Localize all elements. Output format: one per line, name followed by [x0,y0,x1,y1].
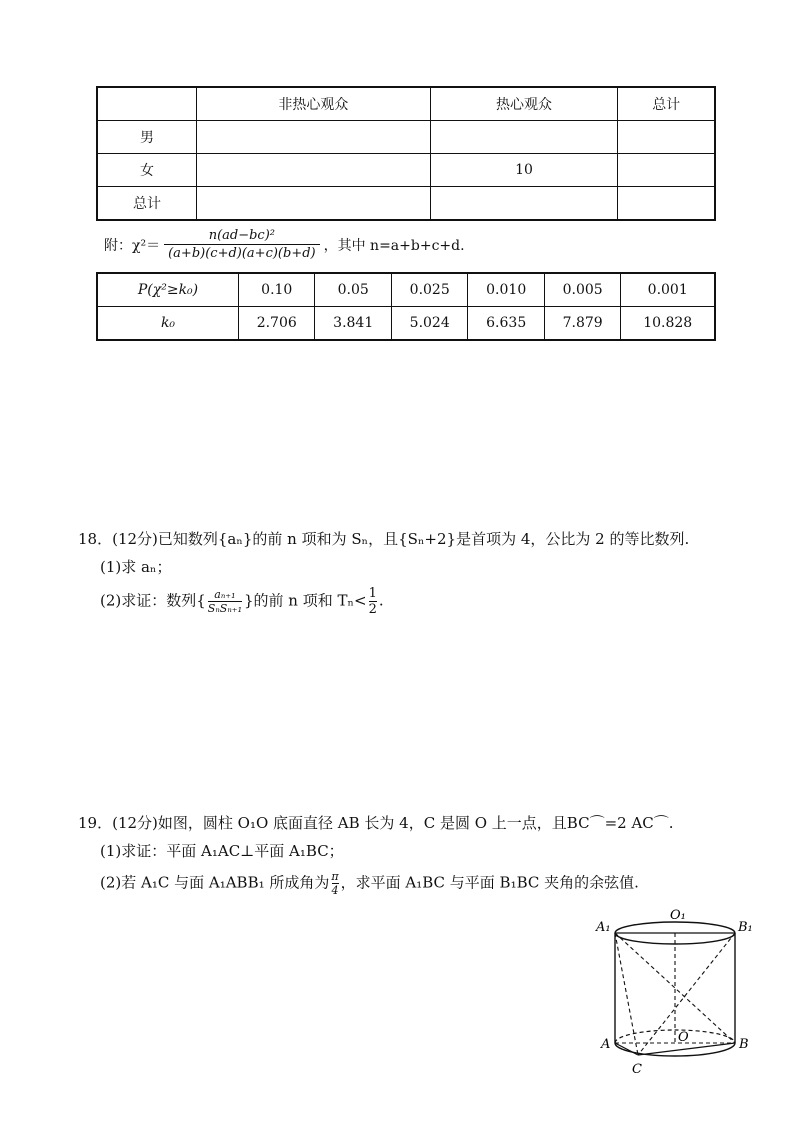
q18-frac-denominator: SₙSₙ₊₁ [207,602,242,615]
table-cell: 0.025 [391,273,467,307]
table-cell: 3.841 [315,307,391,341]
q19-angle-denominator: 4 [331,884,339,897]
q18-half-numerator: 1 [368,586,377,601]
table-cell [618,121,715,154]
table-cell: 0.010 [468,273,544,307]
table-cell [430,121,618,154]
q18-part2 [100,586,384,617]
q18-part2-end: . [378,591,384,610]
label-o: O [678,1030,689,1045]
table-cell: 0.05 [315,273,391,307]
contingency-table [96,86,716,221]
table-row [97,121,715,154]
label-c: C [632,1062,642,1077]
q18-stem: 18．(12分)已知数列{aₙ}的前 n 项和为 Sₙ，且{Sₙ+2}是首项为 4，公比为 2 的等比数列. [78,530,690,548]
table-cell: 10.828 [621,307,715,341]
table-row [97,187,715,221]
table-row [97,273,715,307]
formula-suffix: ，其中 n=a+b+c+d. [323,237,465,254]
table-cell: k₀ [97,307,239,341]
table-row [97,154,715,187]
q19-part2-suffix: ，求平面 A₁BC 与平面 B₁BC 夹角的余弦值. [340,873,639,892]
table-cell: 总计 [97,187,197,221]
table-cell [197,187,431,221]
q19-part2 [100,870,639,897]
table-header-row [97,87,715,121]
q18-part2-mid: }的前 n 项和 Tₙ< [244,591,367,610]
segment-a1c [615,933,638,1055]
table-header: 非热心观众 [197,87,431,121]
chi-square-formula [104,228,465,261]
table-cell: 2.706 [239,307,315,341]
formula-fraction [164,228,320,261]
table-cell [430,187,618,221]
table-cell: 0.001 [621,273,715,307]
table-header: 总计 [618,87,715,121]
formula-denominator: (a+b)(c+d)(a+c)(b+d) [164,244,320,261]
segment-ac [615,1043,638,1055]
critical-value-table [96,272,716,341]
cylinder-figure [590,905,760,1085]
table-cell: 7.879 [544,307,620,341]
table-cell [197,154,431,187]
table-header: 热心观众 [430,87,618,121]
table-cell: 6.635 [468,307,544,341]
q19-part1: (1)求证：平面 A₁AC⊥平面 A₁BC； [100,842,344,860]
label-a: A [601,1037,611,1052]
label-b: B [739,1037,749,1052]
q18-frac-numerator: aₙ₊₁ [214,588,236,601]
q19-angle-numerator: π [331,870,339,883]
label-a1: A₁ [596,920,611,935]
table-cell [197,121,431,154]
q19-angle-fraction [331,870,338,897]
table-cell: 女 [97,154,197,187]
formula-numerator: n(ad−bc)² [208,228,275,243]
label-o1: O₁ [670,908,686,923]
table-cell: 男 [97,121,197,154]
q18-half-denominator: 2 [368,602,377,617]
q19-part2-prefix: (2)若 A₁C 与面 A₁ABB₁ 所成角为 [100,873,330,892]
q18-sequence-fraction [208,588,242,615]
table-row [97,307,715,341]
table-cell: P(χ²≥k₀) [97,273,239,307]
q19-stem: 19．(12分)如图，圆柱 O₁O 底面直径 AB 长为 4，C 是圆 O 上一点，且BC⌒=2 AC⌒. [78,814,674,832]
table-cell: 0.005 [544,273,620,307]
formula-prefix: 附：χ²＝ [104,237,161,254]
table-cell [618,187,715,221]
q18-half-fraction [369,586,377,617]
table-cell [97,87,197,121]
q18-part1: (1)求 aₙ； [100,558,172,576]
table-cell: 0.10 [239,273,315,307]
table-cell [618,154,715,187]
q18-part2-prefix: (2)求证：数列{ [100,591,206,610]
label-b1: B₁ [738,920,753,935]
table-cell: 10 [430,154,618,187]
table-cell: 5.024 [391,307,467,341]
